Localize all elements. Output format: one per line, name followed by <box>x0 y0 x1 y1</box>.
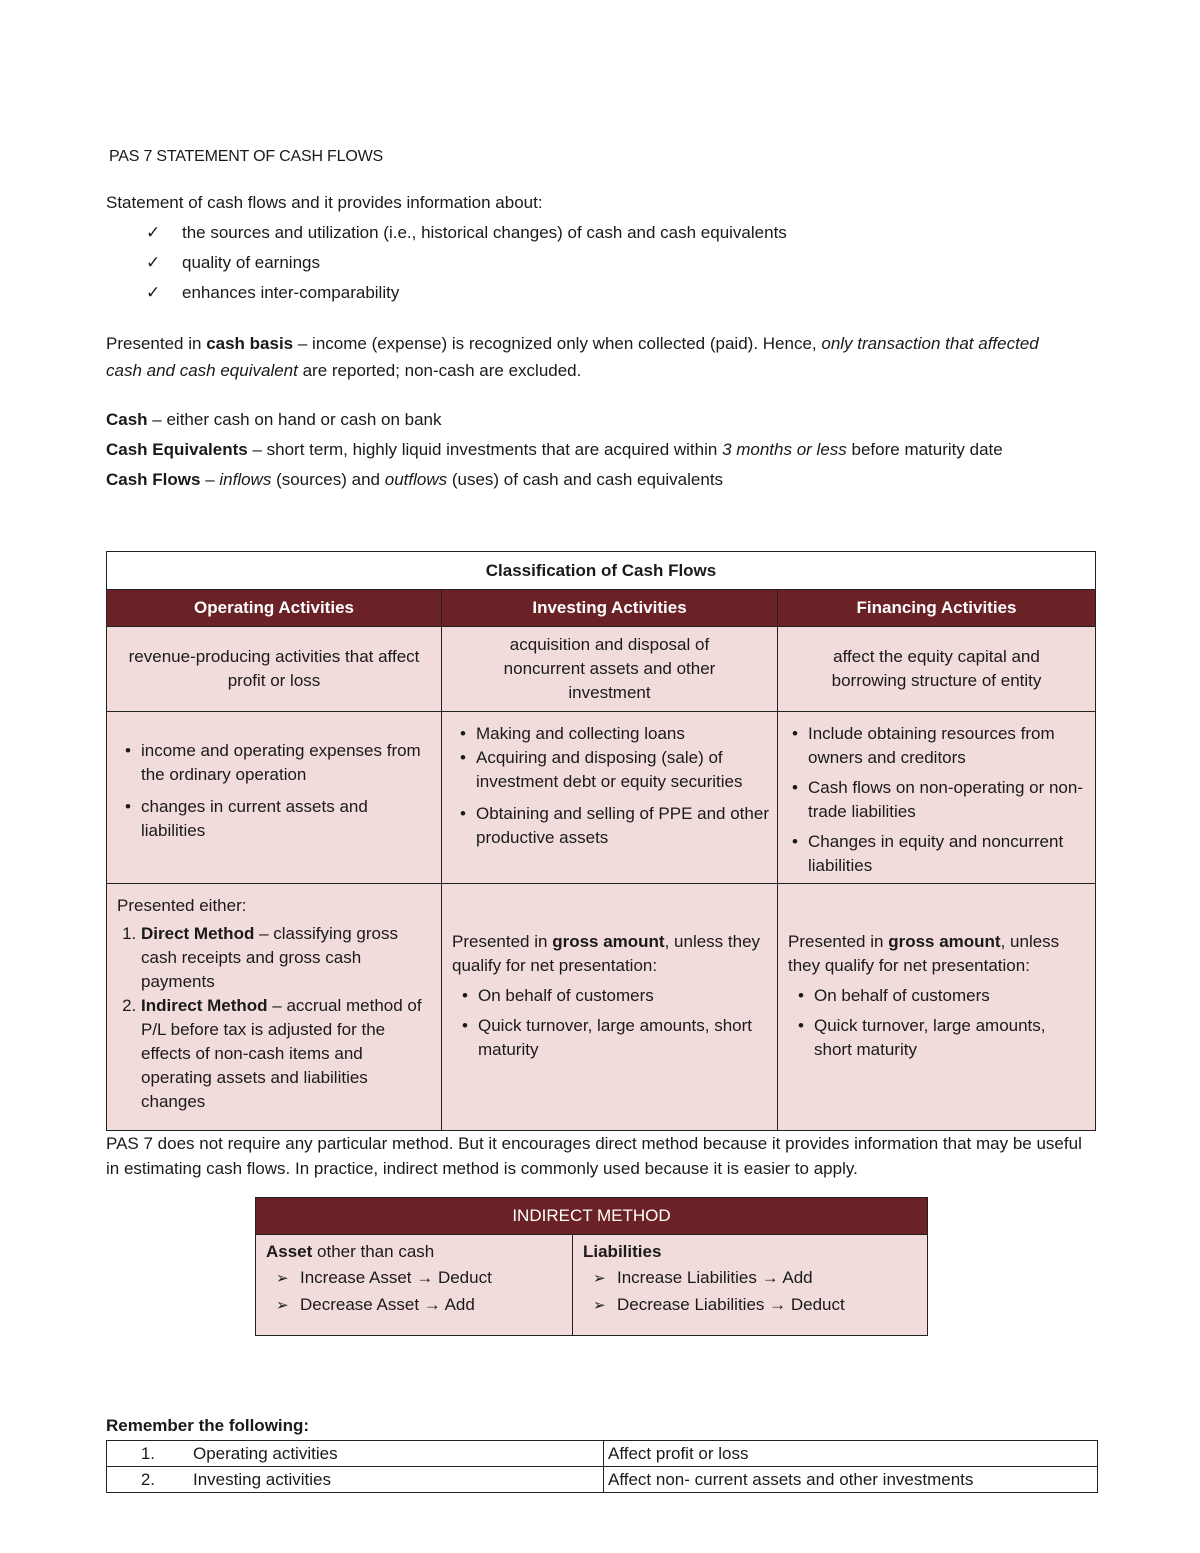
classification-table <box>106 551 1096 1131</box>
list-item: • On behalf of customers <box>468 984 769 1008</box>
direct-method-item: 1. Direct Method – classifying gross cash receipts and gross cash payments <box>141 922 433 994</box>
check-icon: ✓ <box>146 253 161 272</box>
list-item: • Making and collecting loans <box>466 722 769 746</box>
arrow-icon: ➢ <box>276 1297 289 1314</box>
list-item: • Cash flows on non-operating or non-trade liabilities <box>798 776 1087 824</box>
remember-title: Remember the following: <box>106 1416 310 1435</box>
list-item: • Changes in equity and noncurrent liabilities <box>798 830 1087 878</box>
intro-text: Statement of cash flows and it provides information about: <box>106 193 543 212</box>
header-financing: Financing Activities <box>778 590 1096 627</box>
check-icon: ✓ <box>146 283 161 302</box>
investing-items-cell <box>442 712 778 884</box>
investing-presentation-cell <box>442 884 778 1131</box>
table-caption: Classification of Cash Flows <box>107 552 1096 590</box>
arrow-icon: ➢ <box>276 1270 289 1287</box>
gross-amount-text: Presented in gross amount, unless they qualify for net presentation: <box>452 932 761 975</box>
remember-effect: Affect non- current assets and other investments <box>604 1467 1098 1493</box>
definition-cash-flows: Cash Flows – inflows (sources) and outflows (uses) of cash and cash equivalents <box>106 470 724 489</box>
arrow-icon: ➢ <box>593 1297 606 1314</box>
list-item: • Quick turnover, large amounts, short maturity <box>804 1014 1087 1062</box>
cash-basis-line1: Presented in cash basis – income (expense) is recognized only when collected (paid). Hence, only transaction that affected <box>106 334 1039 353</box>
indirect-method-item: 2. Indirect Method – accrual method of P/L before tax is adjusted for the effects of non-cash items and operating assets and liabilities changes <box>141 994 433 1114</box>
list-item: • Include obtaining resources from owners and creditors <box>798 722 1087 770</box>
financing-items-cell <box>778 712 1096 884</box>
liabilities-rule: ➢ Increase Liabilities → Add <box>583 1265 917 1292</box>
operating-items-cell <box>107 712 442 884</box>
indirect-method-table <box>255 1197 928 1336</box>
page-title: PAS 7 STATEMENT OF CASH FLOWS <box>109 148 383 165</box>
indirect-header: INDIRECT METHOD <box>256 1198 928 1235</box>
remember-item: 2. Investing activities <box>107 1467 604 1493</box>
asset-rule: ➢ Increase Asset → Deduct <box>266 1265 562 1292</box>
remember-table <box>106 1440 1098 1493</box>
definition-cash: Cash – either cash on hand or cash on bank <box>106 410 442 429</box>
list-item: • Quick turnover, large amounts, short maturity <box>468 1014 769 1062</box>
cash-basis-line2: cash and cash equivalent are reported; non-cash are excluded. <box>106 361 582 380</box>
remember-effect: Affect profit or loss <box>604 1441 1098 1467</box>
table-row <box>107 1441 1098 1467</box>
list-item: • On behalf of customers <box>804 984 1087 1008</box>
list-item: • income and operating expenses from the ordinary operation <box>131 739 433 787</box>
definition-cash-equivalents: Cash Equivalents – short term, highly liquid investments that are acquired within 3 months or less before maturity date <box>106 440 1003 459</box>
list-item: • Acquiring and disposing (sale) of investment debt or equity securities <box>466 746 769 794</box>
checklist-item: enhances inter-comparability <box>182 283 400 302</box>
financing-description: affect the equity capital and borrowing structure of entity <box>778 627 1096 712</box>
liabilities-cell <box>573 1235 928 1336</box>
financing-presentation-cell <box>778 884 1096 1131</box>
list-item: • Obtaining and selling of PPE and other productive assets <box>466 802 769 850</box>
header-investing: Investing Activities <box>442 590 778 627</box>
liabilities-rule: ➢ Decrease Liabilities → Deduct <box>583 1292 917 1319</box>
header-operating: Operating Activities <box>107 590 442 627</box>
checklist-item: the sources and utilization (i.e., historical changes) of cash and cash equivalents <box>182 223 787 242</box>
arrow-icon: ➢ <box>593 1270 606 1287</box>
liabilities-title: Liabilities <box>583 1242 662 1261</box>
remember-item: 1. Operating activities <box>107 1441 604 1467</box>
asset-title: Asset other than cash <box>266 1242 435 1261</box>
checklist-item: quality of earnings <box>182 253 320 272</box>
presented-either: Presented either: <box>117 896 247 915</box>
gross-amount-text: Presented in gross amount, unless they qualify for net presentation: <box>788 932 1060 975</box>
method-note: PAS 7 does not require any particular method. But it encourages direct method because it provides information that may be useful in estimating cash flows. In practice, indirect method is commonly used because it is easier to apply. <box>106 1134 1082 1178</box>
check-icon: ✓ <box>146 223 161 242</box>
operating-methods-cell <box>107 884 442 1131</box>
table-row <box>107 1467 1098 1493</box>
asset-cell <box>256 1235 573 1336</box>
operating-description: revenue-producing activities that affect profit or loss <box>107 627 442 712</box>
list-item: • changes in current assets and liabilities <box>131 795 433 843</box>
asset-rule: ➢ Decrease Asset → Add <box>266 1292 562 1319</box>
investing-description: acquisition and disposal of noncurrent assets and other investment <box>442 627 778 712</box>
